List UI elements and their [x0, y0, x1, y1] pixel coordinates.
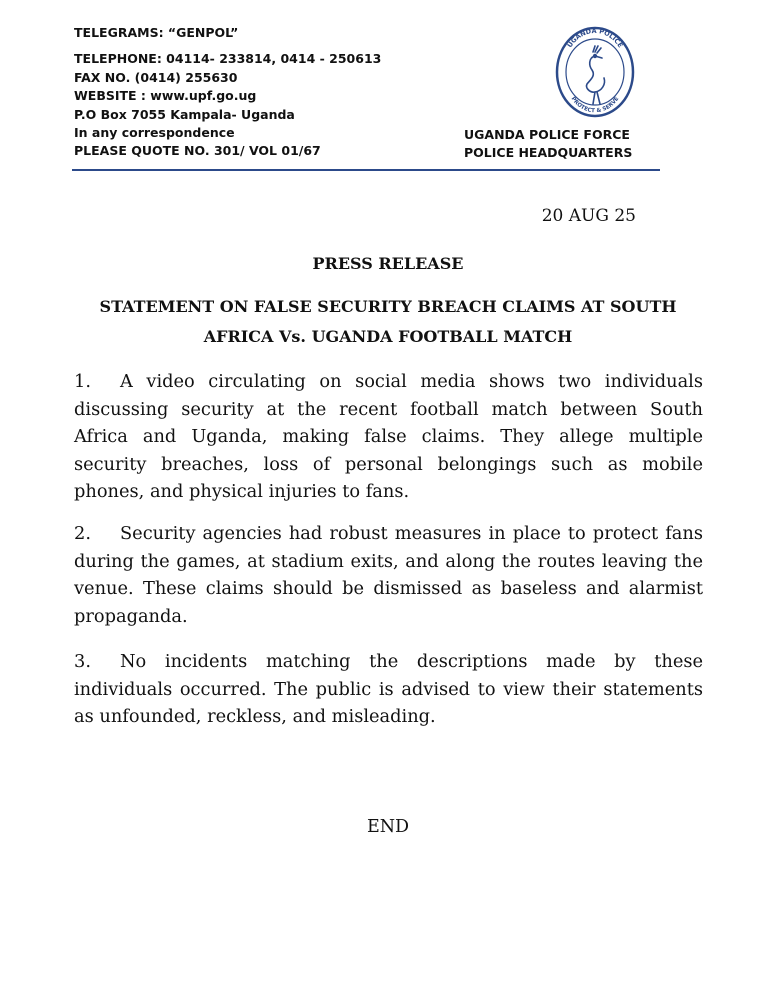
fax-line: FAX NO. (0414) 255630 — [74, 69, 238, 85]
po-box-line: P.O Box 7055 Kampala- Uganda — [74, 106, 295, 122]
telegrams-line: TELEGRAMS: “GENPOL” — [74, 25, 239, 40]
release-date: 20 AUG 25 — [541, 206, 636, 226]
press-release-label: PRESS RELEASE — [312, 254, 464, 273]
paragraph-number: 2. — [74, 523, 91, 544]
svg-text:PROTECT & SERVE: PROTECT & SERVE — [569, 96, 621, 115]
telephone-line: TELEPHONE: 04114- 233814, 0414 - 250613 — [74, 51, 382, 67]
svg-text:UGANDA POLICE: UGANDA POLICE — [565, 26, 625, 50]
paragraph-text: No incidents matching the descriptions made by these individuals occurred. The public is advised to view their statements as unfounded, reckless, and misleading. — [74, 651, 703, 727]
website-line: WEBSITE : www.upf.go.ug — [74, 88, 257, 104]
police-crest-logo — [540, 22, 650, 122]
organisation-block — [464, 126, 632, 163]
paragraph-1 — [74, 368, 703, 506]
statement-title: STATEMENT ON FALSE SECURITY BREACH CLAIMS AT SOUTH AFRICA Vs. UGANDA FOOTBALL MATCH — [99, 297, 677, 346]
correspondence-line: In any correspondence — [74, 125, 235, 141]
organisation-unit: POLICE HEADQUARTERS — [464, 145, 633, 161]
paragraph-text: Security agencies had robust measures in place to protect fans during the games, at stadium exits, and along the routes leaving the venue. These claims should be dismissed as baseless and alarmist propaganda. — [74, 523, 703, 627]
header-divider — [72, 169, 660, 171]
paragraph-2 — [74, 520, 703, 630]
organisation-name: UGANDA POLICE FORCE — [464, 127, 630, 142]
paragraph-text: A video circulating on social media shows two individuals discussing security at the recent football match between South Africa and Uganda, making false claims. They allege multiple security breaches, loss of personal belongings such as mobile phones, and physical injuries to fans. — [74, 371, 703, 502]
paragraph-number: 1. — [74, 371, 91, 392]
letterhead-contact — [74, 24, 381, 161]
paragraph-number: 3. — [74, 651, 91, 672]
quote-line: PLEASE QUOTE NO. 301/ VOL 01/67 — [74, 143, 321, 159]
paragraph-3 — [74, 648, 703, 731]
end-marker: END — [366, 817, 410, 837]
